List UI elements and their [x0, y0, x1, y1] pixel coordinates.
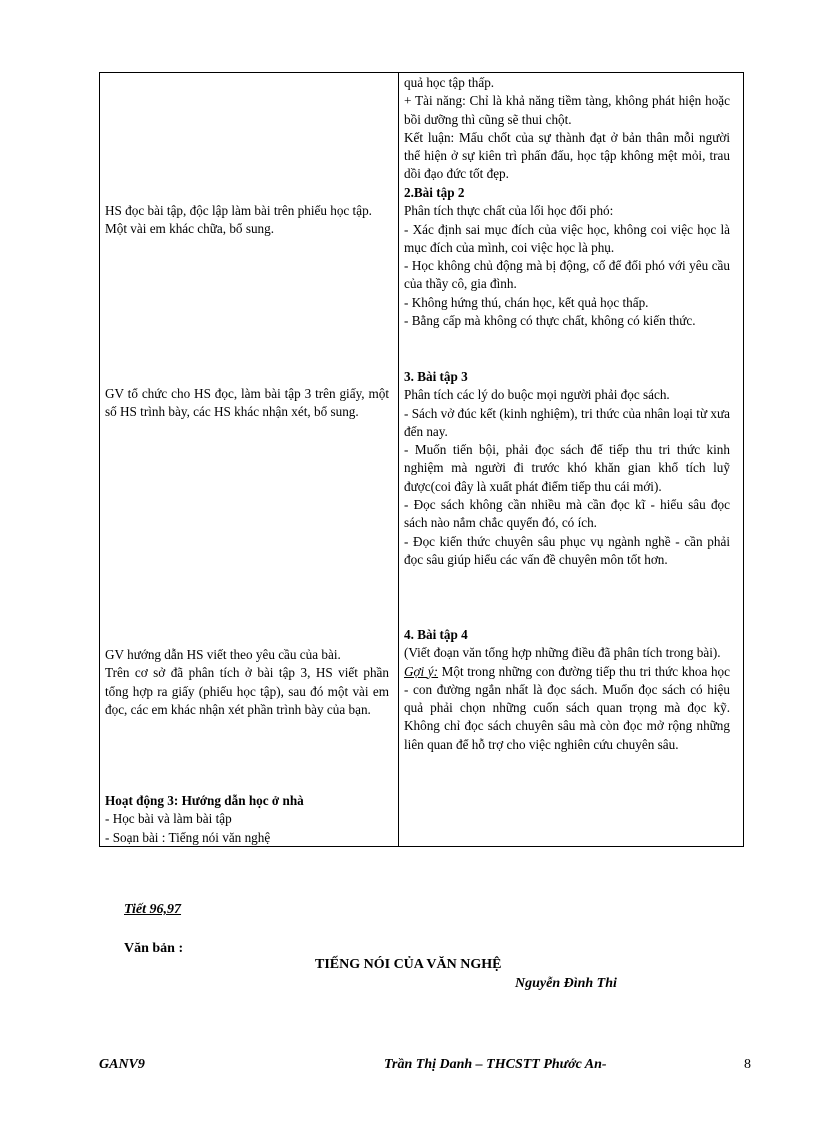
exercise-2-title: 2.Bài tập 2	[404, 185, 465, 200]
work-title: TIẾNG NÓI CỦA VĂN NGHỆ	[315, 957, 502, 972]
exercise-2-line: - Không hứng thú, chán học, kết quả học thấp.	[404, 294, 649, 310]
activity-3-block	[105, 792, 389, 847]
exercise-2-line: - Bằng cấp mà không có thực chất, không có kiến thức.	[404, 313, 696, 329]
footer-author: Trần Thị Danh – THCSTT Phước An-	[384, 1057, 607, 1072]
exercise-4-intro: (Viết đoạn văn tổng hợp những điều đã phân tích trong bài).	[404, 645, 721, 661]
hint-text: Một trong những con đường tiếp thu tri thức khoa học - con đường ngắn nhất là đọc sách. Muốn đọc sách có hiệu quả phải chọn những cuốn sách quan trọng mà đọc kỹ. Không chỉ đọc sách chuyên sâu mà còn đọc mở rộng những liên quan để hỗ trợ cho việc nghiên cứu chuyên sâu.	[404, 663, 730, 752]
exercise-3-line: - Đọc kiến thức chuyên sâu phục vụ ngành nghề - cần phải đọc sâu giúp hiểu các vấn đề chuyên môn tốt hơn.	[404, 533, 730, 567]
exercise-4-title: 4. Bài tập 4	[404, 627, 468, 642]
right-block-exercise3	[404, 368, 730, 569]
teacher-activity-column	[100, 73, 399, 847]
activity-3-heading: Hoạt động 3: Hướng dẫn học ở nhà	[105, 793, 304, 808]
left-text: GV hướng dẫn HS viết theo yêu cầu của bài.	[105, 647, 341, 662]
left-text: Một vài em khác chữa, bổ sung.	[105, 221, 275, 237]
right-block-exercise4	[404, 626, 730, 754]
exercise-3-line: - Muốn tiến bội, phải đọc sách để tiếp thu tri thức kinh nghiệm mà người đi trước khó khăn gian khổ tích luỹ được(coi đây là xuất phát điểm tiếp thu cái mới).	[404, 442, 730, 494]
footer-code: GANV9	[99, 1057, 145, 1072]
exercise-3-line: - Đọc sách không cần nhiều mà cần đọc kĩ - hiểu sâu đọc sách nào nắm chắc quyển đó, có ích.	[404, 497, 730, 531]
author-name: Nguyễn Đình Thi	[515, 976, 617, 991]
right-block-exercise2	[404, 184, 730, 330]
exercise-2-line: Phân tích thực chất của lối học đối phó:	[404, 203, 614, 219]
left-text: Trên cơ sở đã phân tích ở bài tập 3, HS viết phần tổng hợp ra giấy (phiếu học tập), sau đó một vài em đọc, các em khác nhận xét phần trình bày của bạn.	[105, 665, 389, 717]
left-text: GV tổ chức cho HS đọc, làm bài tập 3 trên giấy, một số HS trình bày, các HS khác nhận xét, bổ sung.	[105, 386, 389, 420]
activity-3-item: - Học bài và làm bài tập	[105, 811, 232, 827]
right-text: + Tài năng: Chỉ là khả năng tiềm tàng, không phát hiện hoặc bồi dưỡng thì cũng sẽ thui chột.	[404, 93, 730, 127]
exercise-4-hint	[404, 663, 730, 754]
exercise-3-line: Phân tích các lý do buộc mọi người phải đọc sách.	[404, 387, 670, 403]
left-block-exercise3	[105, 385, 389, 422]
right-block-top	[404, 74, 730, 184]
activity-3-item: - Soạn bài : Tiếng nói văn nghệ	[105, 829, 271, 845]
exercise-2-line: - Học không chủ động mà bị động, cố để đối phó với yêu cầu của thầy cô, gia đình.	[404, 258, 730, 292]
text-label: Văn bản :	[124, 941, 184, 956]
left-block-exercise4	[105, 646, 389, 719]
left-text: HS đọc bài tập, độc lập làm bài trên phiếu học tập.	[105, 203, 372, 218]
left-block-exercise2	[105, 202, 389, 239]
exercise-3-line: - Sách vở đúc kết (kinh nghiệm), tri thức của nhân loại từ xưa đến nay.	[404, 405, 730, 439]
right-text: quả học tập thấp.	[404, 75, 495, 90]
exercise-2-line: - Xác định sai mục đích của việc học, không coi việc học là mục đích của mình, coi việc học là phụ.	[404, 221, 730, 255]
page-number: 8	[744, 1057, 751, 1072]
exercise-3-title: 3. Bài tập 3	[404, 369, 468, 384]
hint-label: Gợi ý:	[404, 663, 439, 679]
lesson-number: Tiết 96,97	[124, 902, 182, 917]
right-text: Kết luận: Mấu chốt của sự thành đạt ở bản thân mỗi người thể hiện ở sự kiên trì phấn đấu, học tập không mệt mỏi, trau dồi đạo đức tốt đẹp.	[404, 129, 730, 182]
